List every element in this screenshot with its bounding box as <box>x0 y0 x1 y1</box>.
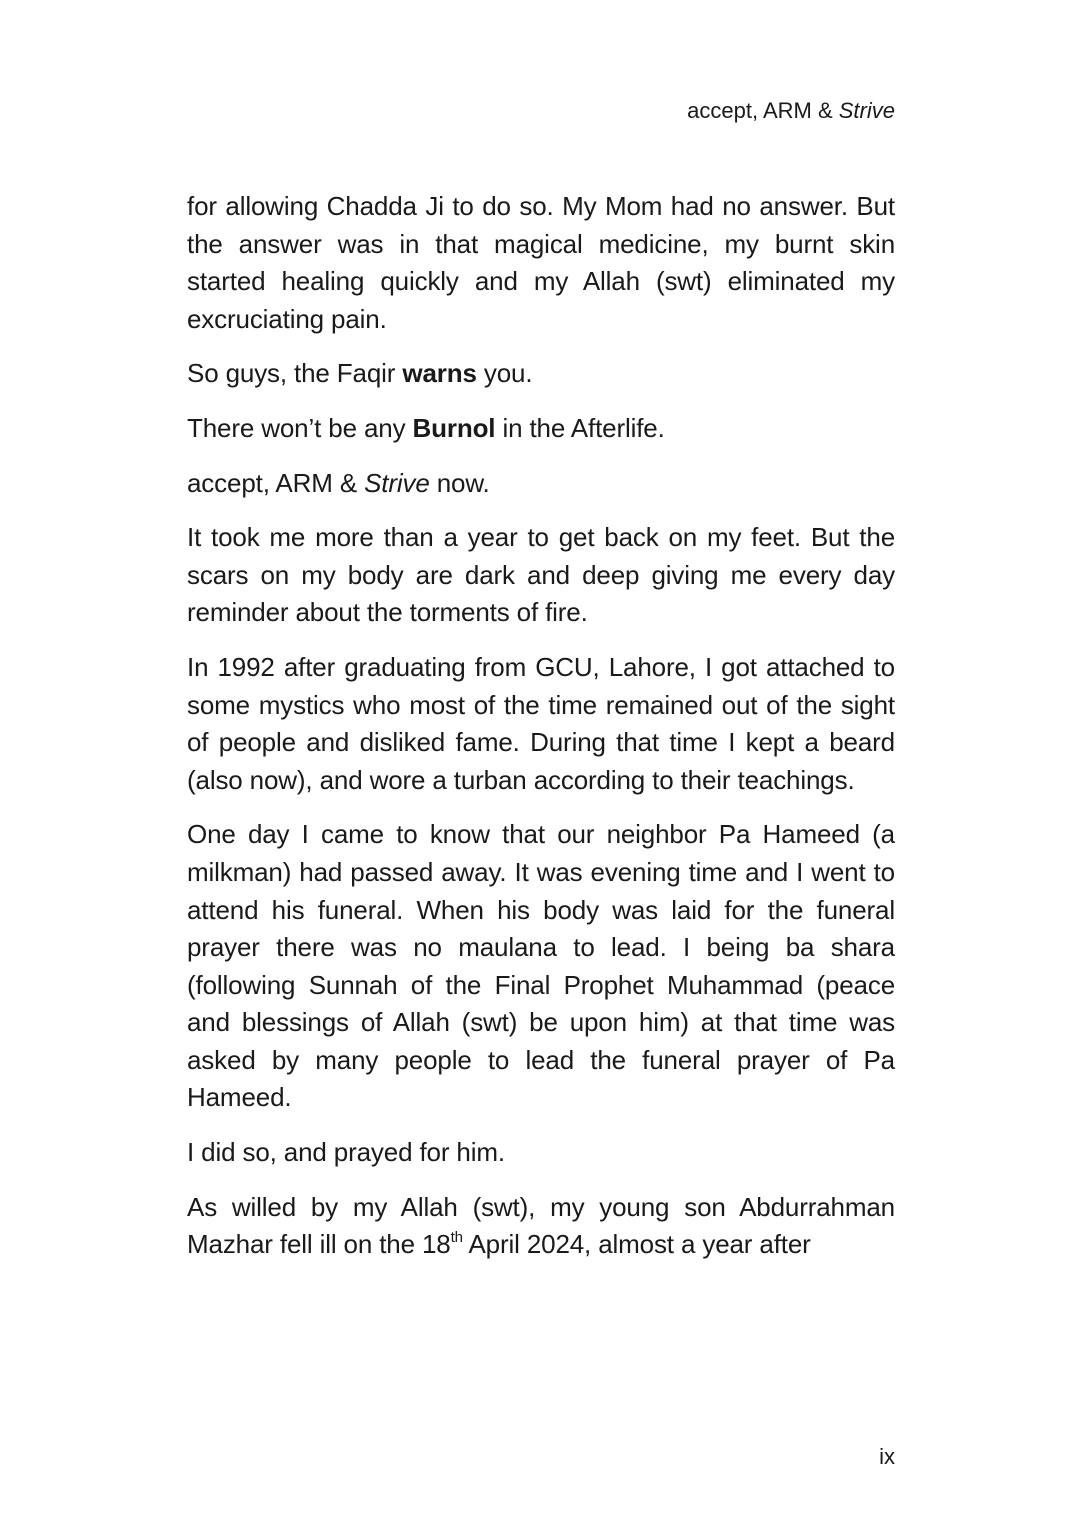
paragraph-6: In 1992 after graduating from GCU, Lahore, I got attached to some mystics who most of the time remained out of the sight of people and disliked fame. During that time I kept a beard (also now), and wore a turban according to their teachings. <box>187 651 895 795</box>
running-header-italic: Strive <box>838 98 895 123</box>
paragraph-9 <box>187 1189 895 1264</box>
page-number: ix <box>879 1444 895 1469</box>
paragraph-3-text-after: in the Afterlife. <box>495 412 665 443</box>
paragraph-2-text-after: you. <box>476 358 533 389</box>
paragraph-3-text-before: There won’t be any <box>187 412 413 443</box>
paragraph-9-text-after: April 2024, almost a year after <box>462 1229 811 1260</box>
body-text <box>187 188 895 1281</box>
paragraph-9-text-before: As willed by my Allah (swt), my young son Abdurrahman Mazhar fell ill on the 18 <box>187 1191 895 1260</box>
running-header <box>687 96 895 126</box>
running-header-text: accept, ARM & <box>687 98 839 123</box>
paragraph-4-italic: Strive <box>364 467 430 498</box>
paragraph-7: One day I came to know that our neighbor Pa Hameed (a milkman) had passed away. It was evening time and I went to attend his funeral. When his body was laid for the funeral prayer there was no maulana to lead. I being ba shara (following Sunnah of the Final Prophet Muhammad (peace and blessings of Allah (swt) be upon him) at that time was asked by many people to lead the funeral prayer of Pa Hameed. <box>187 819 895 1113</box>
paragraph-3 <box>187 410 895 448</box>
paragraph-8: I did so, and prayed for him. <box>187 1137 505 1168</box>
paragraph-2-bold: warns <box>402 358 477 389</box>
paragraph-4-text-after: now. <box>429 467 490 498</box>
paragraph-4 <box>187 465 895 503</box>
paragraph-4-text-before: accept, ARM & <box>187 467 365 498</box>
paragraph-9-superscript: th <box>450 1229 463 1247</box>
paragraph-5: It took me more than a year to get back on my feet. But the scars on my body are dark and deep giving me every day reminder about the torments of fire. <box>187 522 895 628</box>
paragraph-1: for allowing Chadda Ji to do so. My Mom had no answer. But the answer was in that magical medicine, my burnt skin started healing quickly and my Allah (swt) eliminated my excruciating pain. <box>187 191 895 334</box>
paragraph-2 <box>187 355 895 393</box>
paragraph-3-bold: Burnol <box>412 412 496 443</box>
paragraph-2-text-before: So guys, the Faqir <box>187 358 403 389</box>
